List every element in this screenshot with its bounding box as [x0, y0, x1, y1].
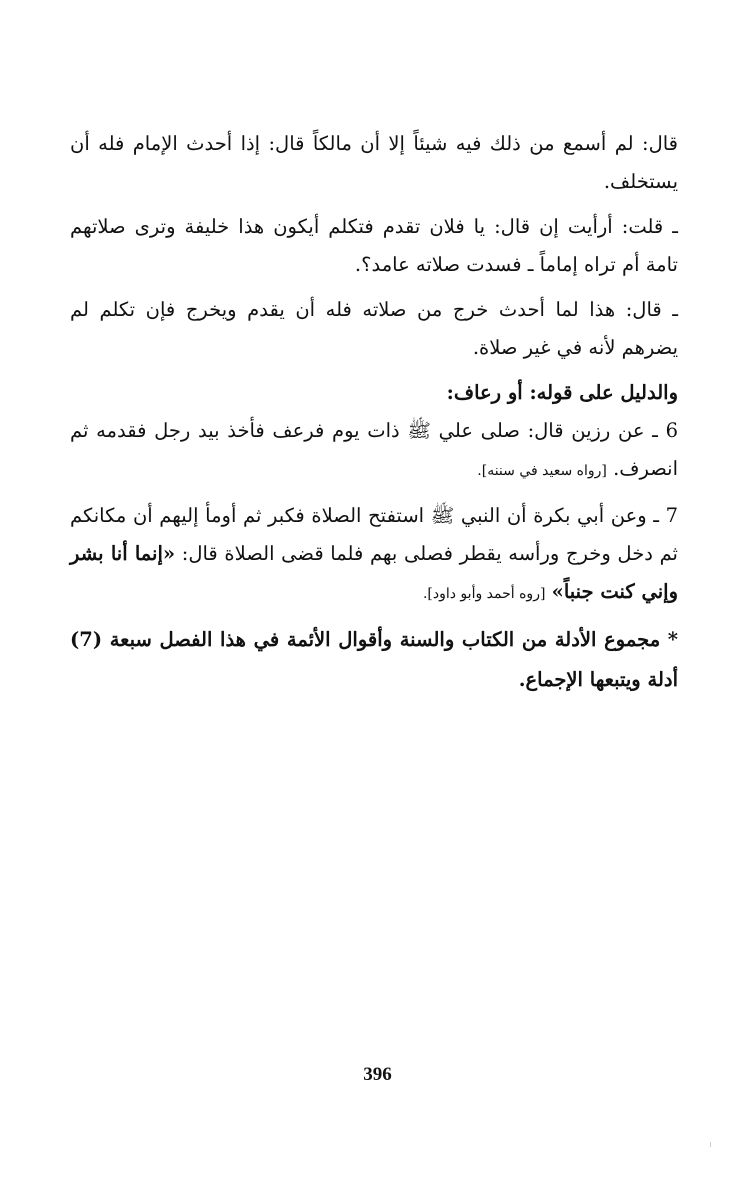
hadith-7-text: 7 ـ وعن أبي بكرة أن النبي ﷺ استفتح الصلاة فكبر ثم أومأ إليهم أن مكانكم ثم دخل وخرج ورأسه يقطر فصلى بهم فلما قضى الصلاة قال:	[70, 504, 679, 565]
hadith-6	[70, 412, 678, 490]
paragraph-1: قال: لم أسمع من ذلك فيه شيئاً إلا أن مالكاً قال: إذا أحدث الإمام فله أن يستخلف.	[70, 132, 678, 193]
scan-edge-mark	[710, 1142, 711, 1147]
page-number: 396	[363, 1064, 392, 1085]
hadith-6-citation: [رواه سعيد في سننه].	[477, 463, 607, 479]
section-heading: والدليل على قوله: أو رعاف:	[446, 381, 678, 404]
page-body	[70, 125, 678, 720]
hadith-6-text: 6 ـ عن رزين قال: صلى علي ﷺ ذات يوم فرعف فأخذ بيد رجل فقدمه ثم انصرف.	[70, 419, 678, 480]
paragraph-2: ـ قلت: أرأيت إن قال: يا فلان تقدم فتكلم أيكون هذا خليفة وترى صلاتهم تامة أم تراه إماماً ـ فسدت صلاته عامد؟.	[70, 215, 678, 276]
hadith-7	[70, 497, 678, 613]
hadith-7-quote: «إنما أنا بشر وإني كنت جنباً»	[70, 542, 678, 603]
hadith-7-citation: [روه أحمد وأبو داود].	[422, 586, 546, 602]
paragraph-3: ـ قال: هذا لما أحدث خرج من صلاته فله أن يقدم ويخرج فإن تكلم لم يضرهم لأنه في غير صلاة.	[70, 298, 678, 359]
evidence-summary: * مجموع الأدلة من الكتاب والسنة وأقوال الأئمة في هذا الفصل سبعة (7) أدلة ويتبعها الإجماع.	[70, 628, 678, 691]
